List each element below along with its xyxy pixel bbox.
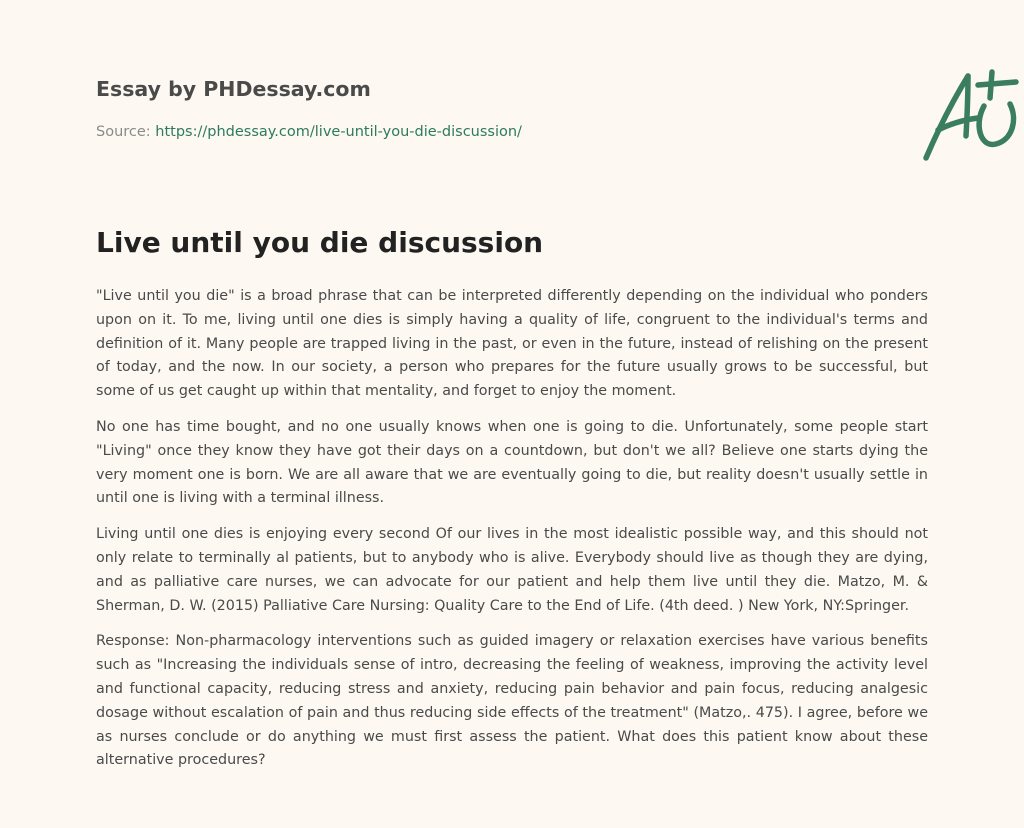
essay-body (96, 285, 928, 785)
source-label: Source: (96, 124, 151, 140)
source-link[interactable]: https://phdessay.com/live-until-you-die-discussion/ (155, 124, 522, 140)
essay-paragraph-3: Living until one dies is enjoying every second Of our lives in the most idealistic possible way, and this should not only relate to terminally al patients, but to anybody who is alive. Everybody should live as though they are dying, and as palliative care nurses, we can advocate for our patient and help them live until they die. Matzo, M. & Sherman, D. W. (2015) Palliative Care Nursing: Quality Care to the End of Life. (4th deed. ) New York, NY:Springer. (96, 526, 928, 614)
essay-title: Live until you die discussion (96, 226, 544, 259)
essay-paragraph-2: No one has time bought, and no one usually knows when one is going to die. Unfortunately, some people start "Living" once they know they have got their days on a countdown, but don't we all? Believe one starts dying the very moment one is born. We are all aware that we are eventually going to die, but reality doesn't usually settle in until one is living with a terminal illness. (96, 418, 928, 507)
essay-paragraph-1: "Live until you die" is a broad phrase that can be interpreted differently depending on the individual who ponders upon on it. To me, living until one dies is simply having a quality of life, congruent to the individual's terms and definition of it. Many people are trapped living in the past, or even in the future, instead of relishing on the present of today, and the now. In our society, a person who prepares for the future usually grows to be successful, but some of us get caught up within that mentality, and forget to enjoy the moment. (96, 288, 928, 400)
a-plus-grade-icon (916, 68, 1024, 164)
essay-paragraph-4: Response: Non-pharmacology interventions such as guided imagery or relaxation exercises have various benefits such as "Increasing the individuals sense of intro, decreasing the feeling of weakness, improving the activity level and functional capacity, reducing stress and anxiety, reducing pain behavior and pain focus, reducing analgesic dosage without escalation of pain and thus reducing side effects of the treatment" (Matzo,. 475). I agree, before we as nurses conclude or do anything we must first assess the patient. What does this patient know about these alternative procedures? (96, 633, 928, 769)
source-line (96, 124, 522, 140)
brand-title: Essay by PHDessay.com (96, 77, 371, 101)
